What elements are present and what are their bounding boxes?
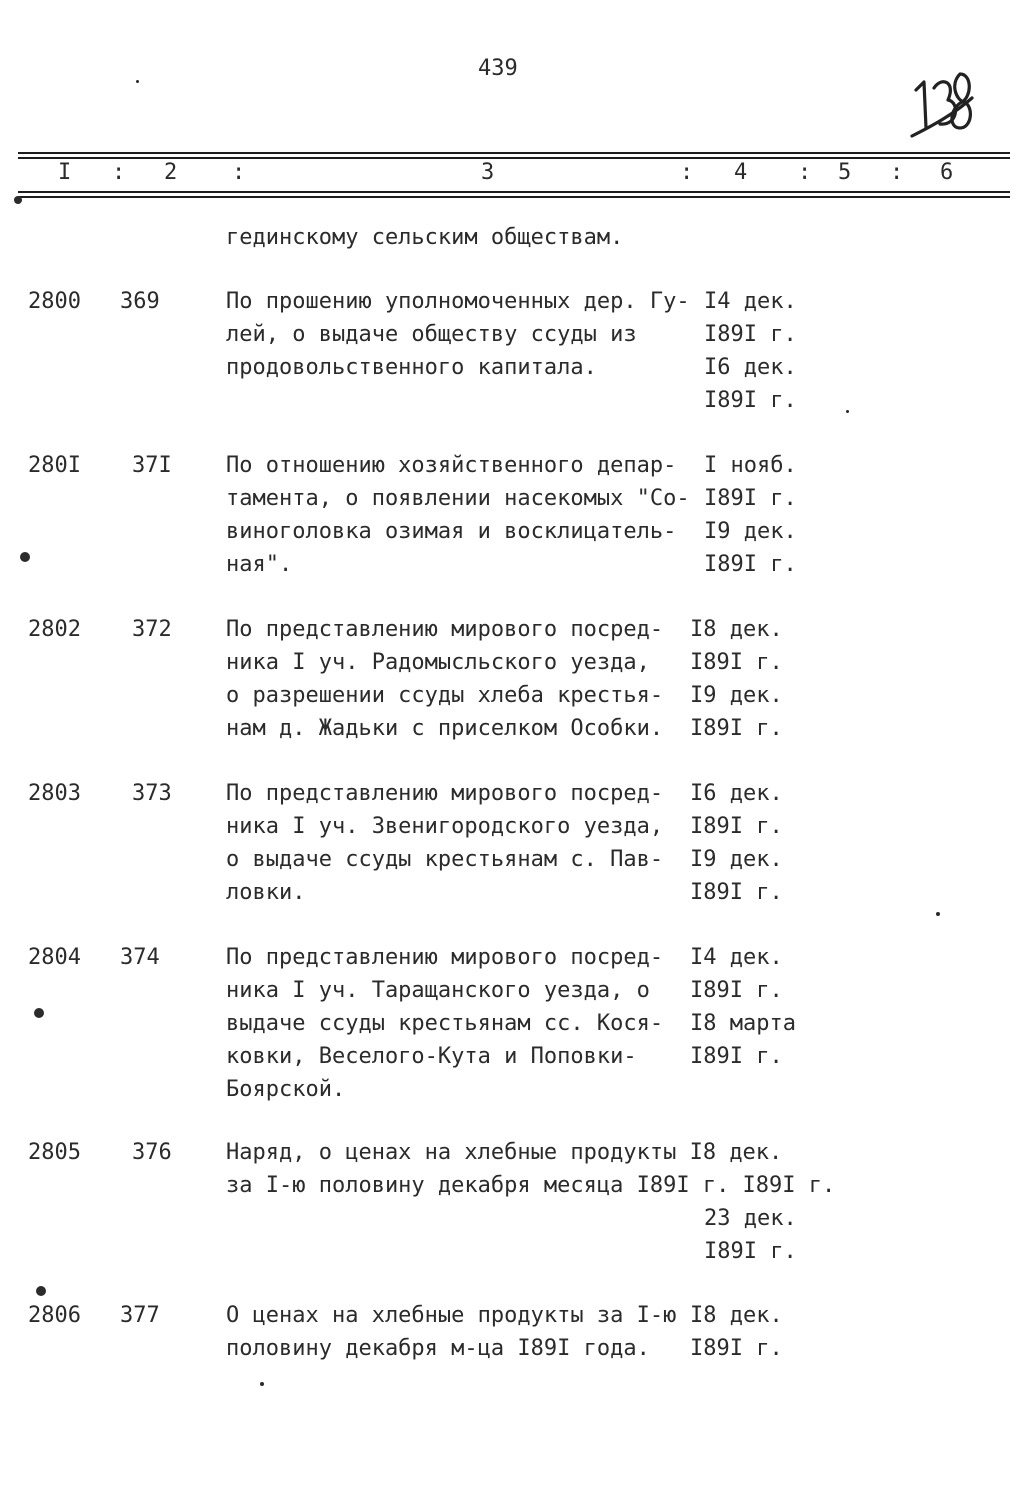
entry-description-line: По представлению мирового посред- [226, 945, 664, 970]
column-separator: : [232, 160, 246, 185]
entry-date-line: I89I г. [690, 650, 783, 675]
entry-date-line: I89I г. [690, 1044, 783, 1069]
entry-description-line: ловки. [226, 880, 306, 905]
entry-description-line: ника I уч. Радомысльского уезда, [226, 650, 650, 675]
header-rule-bottom [18, 191, 1010, 193]
entry-description-line: По представлению мирового посред- [226, 781, 664, 806]
entry-date-line: I89I г. [690, 1336, 783, 1361]
entry-number: 2805 [28, 1140, 81, 1165]
entry-date-line: I89I г. [704, 486, 797, 511]
entry-description-line: О ценах на хлебные продукты за I-ю [226, 1303, 677, 1328]
entry-description-line: ника I уч. Звенигородского уезда, [226, 814, 664, 839]
file-number: 374 [120, 945, 160, 970]
entry-date-line: I89I г. [704, 388, 797, 413]
file-number: 37I [132, 453, 172, 478]
entry-description-line: По представлению мирового посред- [226, 617, 664, 642]
entry-description-line: о разрешении ссуды хлеба крестья- [226, 683, 664, 708]
scan-speck [936, 912, 940, 916]
entry-number: 280I [28, 453, 81, 478]
column-3-header: 3 [481, 160, 495, 185]
entry-date-line: I89I г. [704, 322, 797, 347]
scan-speck [260, 1382, 264, 1386]
entry-date-line: I6 дек. [690, 781, 783, 806]
entry-description-line: По прошению уполномоченных дер. Гу- [226, 289, 690, 314]
file-number: 373 [132, 781, 172, 806]
column-5-header: 5 [838, 160, 852, 185]
continuation-text: гединскому сельским обществам. [226, 225, 624, 250]
entry-number: 2803 [28, 781, 81, 806]
column-separator: : [890, 160, 904, 185]
entry-date-line: I9 дек. [690, 847, 783, 872]
entry-date-line: I6 дек. [704, 355, 797, 380]
entry-date-line: I4 дек. [690, 945, 783, 970]
entry-description-line: виноголовка озимая и восклицатель- [226, 519, 677, 544]
entry-date-line: I8 дек. [690, 617, 783, 642]
entry-description-line: ная". [226, 552, 293, 577]
file-number: 369 [120, 289, 160, 314]
entry-description-line: ника I уч. Таращанского уезда, о [226, 978, 650, 1003]
header-rule-top-inner [18, 157, 1010, 159]
entry-date-line: I4 дек. [704, 289, 797, 314]
column-6-header: 6 [940, 160, 954, 185]
column-separator: : [680, 160, 694, 185]
entry-date-line: I89I г. [690, 880, 783, 905]
entry-description-line: Наряд, о ценах на хлебные продукты I8 дек. [226, 1140, 783, 1165]
entry-number: 2806 [28, 1303, 81, 1328]
entry-description-line: половину декабря м-ца I89I года. [226, 1336, 650, 1361]
entry-description-line: тамента, о появлении насекомых "Со- [226, 486, 690, 511]
handwritten-folio-number [906, 44, 978, 144]
entry-date-line: I89I г. [704, 552, 797, 577]
scan-speck [14, 196, 22, 204]
entry-date-line: 23 дек. [704, 1206, 797, 1231]
entry-description-line: лей, о выдаче обществу ссуды из [226, 322, 637, 347]
scan-speck [846, 410, 849, 413]
scan-speck [136, 80, 139, 83]
entry-date-line: I8 дек. [690, 1303, 783, 1328]
column-1-header: I [58, 160, 72, 185]
scan-speck [20, 552, 30, 562]
entry-description-line: за I-ю половину декабря месяца I89I г. I89I г. [226, 1173, 836, 1198]
entry-date-line: I нояб. [704, 453, 797, 478]
entry-date-line: I89I г. [690, 978, 783, 1003]
entry-number: 2804 [28, 945, 81, 970]
entry-date-line: I89I г. [690, 814, 783, 839]
entry-date-line: I9 дек. [704, 519, 797, 544]
entry-date-line: I9 дек. [690, 683, 783, 708]
column-separator: : [798, 160, 812, 185]
header-rule-bottom-inner [18, 196, 1010, 198]
entry-date-line: I89I г. [704, 1239, 797, 1264]
file-number: 376 [132, 1140, 172, 1165]
entry-date-line: I89I г. [690, 716, 783, 741]
column-separator: : [112, 160, 126, 185]
entry-description-line: По отношению хозяйственного депар- [226, 453, 677, 478]
entry-description-line: о выдаче ссуды крестьянам с. Пав- [226, 847, 664, 872]
file-number: 372 [132, 617, 172, 642]
entry-description-line: выдаче ссуды крестьянам сс. Кося- [226, 1011, 664, 1036]
file-number: 377 [120, 1303, 160, 1328]
column-4-header: 4 [734, 160, 748, 185]
entry-description-line: продовольственного капитала. [226, 355, 597, 380]
scan-speck [36, 1286, 46, 1296]
entry-description-line: ковки, Веселого-Кута и Поповки- [226, 1044, 637, 1069]
entry-date-line: I8 марта [690, 1011, 796, 1036]
entry-description-line: Боярской. [226, 1077, 346, 1102]
page-number: 439 [478, 56, 518, 81]
entry-number: 2802 [28, 617, 81, 642]
entry-number: 2800 [28, 289, 81, 314]
header-rule-top [18, 152, 1010, 154]
column-2-header: 2 [164, 160, 178, 185]
scan-speck [34, 1008, 44, 1018]
entry-description-line: нам д. Жадьки с приселком Особки. [226, 716, 664, 741]
